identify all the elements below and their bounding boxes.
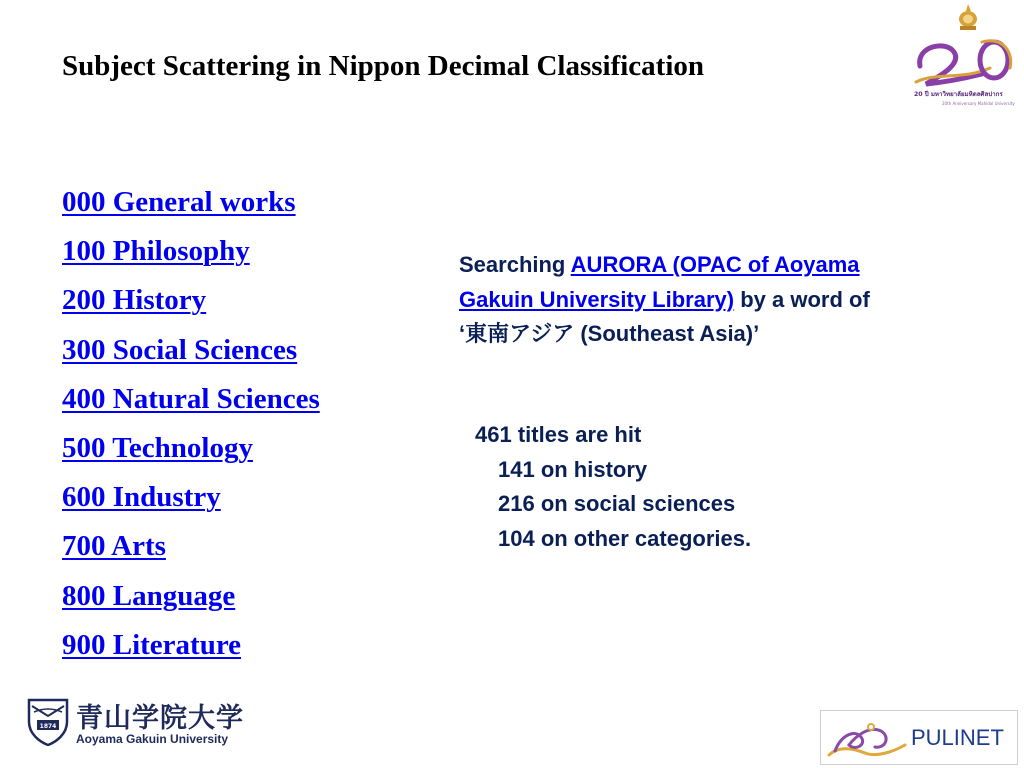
ndc-link[interactable]: 100 Philosophy (62, 235, 250, 268)
ndc-item (62, 377, 320, 426)
ndc-item (62, 475, 320, 524)
aoyama-english-name: Aoyama Gakuin University (76, 732, 229, 746)
ndc-item (62, 623, 320, 672)
ndc-link[interactable]: 700 Arts (62, 530, 166, 563)
search-description (459, 248, 879, 352)
svg-text:20th Anniversary Mahidol Unive: 20th Anniversary Mahidol University (942, 101, 1015, 106)
aoyama-gakuin-logo (26, 694, 256, 754)
pulinet-name: PULINET (911, 725, 1004, 750)
ndc-item (62, 278, 320, 327)
results-social-sciences: 216 on social sciences (498, 491, 736, 516)
search-prefix: Searching (459, 252, 571, 277)
search-results (475, 418, 751, 556)
ndc-item (62, 426, 320, 475)
aoyama-shield-icon (26, 696, 70, 746)
aurora-opac-link[interactable]: AURORA (OPAC of Aoyama Gakuin University Library) (459, 252, 860, 312)
ndc-item (62, 180, 320, 229)
pulinet-emblem-icon (825, 715, 909, 761)
ndc-link[interactable]: 500 Technology (62, 431, 253, 464)
ndc-link[interactable]: 600 Industry (62, 481, 221, 514)
svg-text:20 ปี มหาวิทยาลัยมหิดลศิลปากร: 20 ปี มหาวิทยาลัยมหิดลศิลปากร (914, 91, 1003, 98)
anniversary-emblem-icon (906, 2, 1020, 112)
results-other: 104 on other categories. (498, 525, 752, 551)
ndc-link[interactable]: 900 Literature (62, 628, 242, 661)
results-history: 141 on history (498, 456, 648, 482)
svg-text:1874: 1874 (39, 723, 57, 730)
results-total: 461 titles are hit (475, 422, 642, 447)
aoyama-japanese-name: 青山学院大学 (76, 703, 244, 734)
ndc-item (62, 574, 320, 623)
ndc-item (62, 229, 320, 278)
ndc-link[interactable]: 000 General works (62, 186, 296, 218)
ndc-link[interactable]: 300 Social Sciences (62, 333, 298, 366)
slide-title: Subject Scattering in Nippon Decimal Classification (62, 50, 705, 82)
ndc-link[interactable]: 800 Language (62, 579, 236, 612)
anniversary-logo (906, 2, 1020, 112)
ndc-class-list (62, 180, 320, 672)
ndc-link[interactable]: 200 History (62, 284, 207, 317)
ndc-item (62, 524, 320, 573)
ndc-link[interactable]: 400 Natural Sciences (62, 382, 320, 415)
pulinet-logo (820, 710, 1018, 765)
ndc-item (62, 328, 320, 377)
search-suffix: by a word of ‘東南アジア (Southeast Asia)’ (459, 286, 870, 346)
